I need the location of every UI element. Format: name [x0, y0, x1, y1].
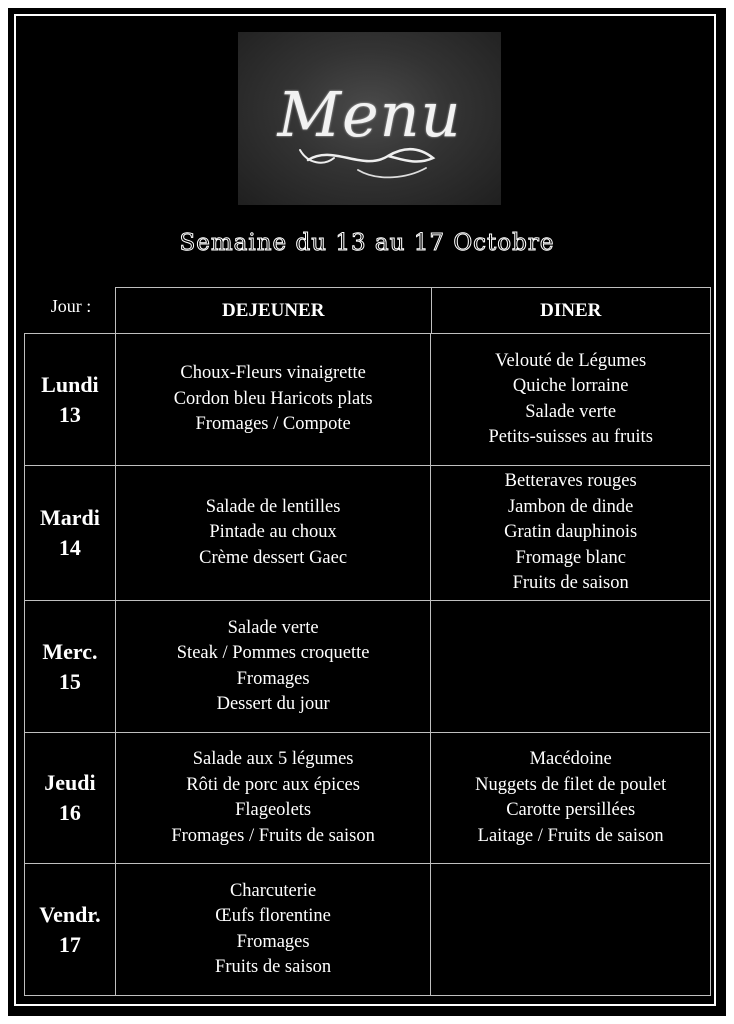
- lunch-dish: Fruits de saison: [215, 957, 332, 977]
- lunch-dish: Charcuterie: [229, 880, 317, 901]
- column-header-dinner: DINER: [431, 288, 711, 334]
- dinner-cell: [431, 601, 711, 733]
- dinner-dish: Velouté de Légumes: [495, 350, 647, 371]
- day-name: Mardi: [39, 505, 100, 530]
- jour-label: Jour :: [50, 296, 92, 316]
- lunch-cell: [115, 601, 431, 733]
- lunch-dish: Salade aux 5 légumes: [192, 749, 354, 769]
- day-number: 13: [58, 401, 81, 427]
- dinner-dish: Betteraves rouges: [504, 471, 637, 492]
- day-name: Jeudi: [44, 770, 96, 795]
- dinner-dish: Carotte persillées: [506, 800, 636, 820]
- dinner-dish: Quiche lorraine: [512, 376, 629, 396]
- week-title: Semaine du 13 au 17 Octobre: [179, 230, 555, 256]
- lunch-dish: Steak / Pommes croquette: [176, 643, 370, 663]
- day-cell: [25, 733, 116, 864]
- dinner-dish: Salade verte: [525, 401, 617, 422]
- lunch-dish: Fromages: [236, 931, 310, 952]
- lunch-dish: Pintade au choux: [209, 522, 337, 543]
- day-name: Merc.: [42, 638, 98, 664]
- table-row: [25, 864, 711, 996]
- lunch-cell: [115, 466, 431, 601]
- column-header-lunch: DEJEUNER: [116, 288, 432, 334]
- lunch-dish: Cordon bleu Haricots plats: [173, 388, 373, 409]
- day-number: 14: [58, 535, 81, 560]
- table-row: [25, 334, 711, 466]
- dinner-dish: Laitage / Fruits de saison: [477, 825, 664, 846]
- lunch-cell: [115, 733, 431, 864]
- day-number: 17: [58, 931, 81, 957]
- table-row: [25, 733, 711, 864]
- menu-sheet: [8, 8, 726, 1016]
- table-row: [25, 601, 711, 733]
- dinner-cell: [431, 334, 711, 466]
- lunch-dish: Dessert du jour: [216, 694, 330, 714]
- lunch-dish: Salade verte: [227, 617, 319, 638]
- column-header-table: [115, 287, 711, 334]
- dinner-dish: Gratin dauphinois: [504, 522, 638, 543]
- day-cell: [25, 601, 116, 733]
- dinner-cell: [431, 466, 711, 601]
- day-name: Vendr.: [39, 901, 101, 927]
- dinner-cell: [431, 733, 711, 864]
- lunch-dish: Œufs florentine: [215, 906, 331, 926]
- day-cell: [25, 864, 116, 996]
- lunch-dish: Choux-Fleurs vinaigrette: [180, 363, 366, 384]
- lunch-dish: Crème dessert Gaec: [199, 547, 348, 568]
- table-row: [25, 466, 711, 601]
- menu-logo-word: Menu: [277, 78, 462, 151]
- menu-table: [24, 333, 711, 996]
- dinner-cell: [431, 864, 711, 996]
- lunch-dish: Rôti de porc aux épices: [186, 774, 360, 795]
- lunch-dish: Salade de lentilles: [205, 496, 341, 517]
- dinner-dish: Fruits de saison: [512, 573, 629, 594]
- dinner-dish: Jambon de dinde: [507, 496, 634, 517]
- day-cell: [25, 466, 116, 601]
- dinner-dish: Fromage blanc: [515, 547, 626, 568]
- day-cell: [25, 334, 116, 466]
- lunch-dish: Flageolets: [235, 800, 312, 820]
- menu-table-body: [25, 334, 711, 996]
- lunch-cell: [115, 334, 431, 466]
- lunch-dish: Fromages: [236, 668, 310, 689]
- dinner-dish: Macédoine: [529, 749, 612, 769]
- day-number: 15: [58, 668, 81, 694]
- menu-chalkboard-logo: [238, 32, 501, 205]
- lunch-cell: [115, 864, 431, 996]
- day-number: 16: [58, 800, 81, 825]
- lunch-dish: Fromages / Compote: [195, 414, 351, 435]
- day-name: Lundi: [41, 371, 99, 397]
- lunch-dish: Fromages / Fruits de saison: [171, 825, 375, 846]
- dinner-dish: Nuggets de filet de poulet: [475, 774, 667, 795]
- dinner-dish: Petits-suisses au fruits: [488, 427, 653, 447]
